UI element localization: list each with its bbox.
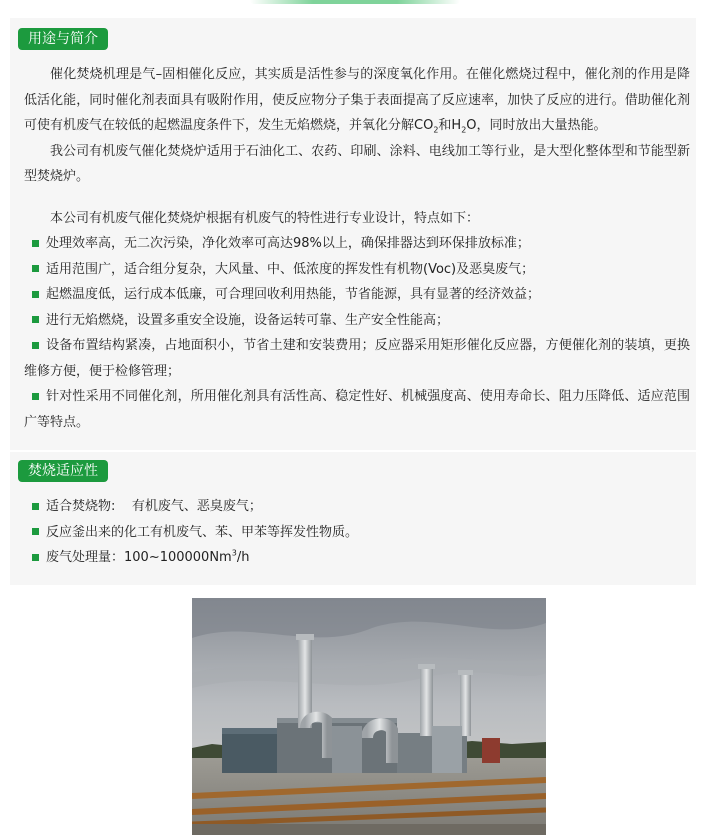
bullet-square-icon	[32, 554, 39, 561]
feature-item: 适用范围广，适合组分复杂，大风量、中、低浓度的挥发性有机物(Voc)及恶臭废气；	[24, 257, 690, 283]
applicability-item: 反应釜出来的化工有机废气、苯、甲苯等挥发性物质。	[24, 520, 690, 546]
bullet-square-icon	[32, 265, 39, 272]
bullet-square-icon	[32, 316, 39, 323]
feature-item: 起燃温度低，运行成本低廉，可合理回收利用热能，节省能源，具有显著的经济效益；	[24, 282, 690, 308]
bullet-square-icon	[32, 240, 39, 247]
intro-text	[24, 62, 690, 435]
applicability-section	[10, 452, 696, 585]
feature-item: 进行无焰燃烧，设置多重安全设施，设备运转可靠、生产安全性能高；	[24, 308, 690, 334]
section-tag-applicability: 焚烧适应性	[18, 460, 108, 482]
intro-paragraph-2: 我公司有机废气催化焚烧炉适用于石油化工、农药、印刷、涂料、电线加工等行业，是大型化整体型和节能型新型焚烧炉。	[24, 143, 690, 184]
bullet-square-icon	[32, 528, 39, 535]
bullet-square-icon	[32, 393, 39, 400]
feature-item: 针对性采用不同催化剂，所用催化剂具有活性高、稳定性好、机械强度高、使用寿命长、阻力压降低、适应范围广等特点。	[24, 389, 690, 430]
top-decorative-rule	[250, 0, 460, 4]
bullet-square-icon	[32, 291, 39, 298]
section-tag-intro: 用途与简介	[18, 28, 108, 50]
feature-item: 设备布置结构紧凑，占地面积小，节省土建和安装费用；反应器采用矩形催化反应器，方便催化剂的装填，更换维修方便，便于检修管理；	[24, 338, 690, 379]
bullet-square-icon	[32, 342, 39, 349]
incinerator-plant-photo	[192, 598, 546, 835]
feature-item: 处理效率高，无二次污染，净化效率可高达98%以上，确保排器达到环保排放标准；	[24, 231, 690, 257]
intro-paragraph-1: 催化焚烧机理是气–固相催化反应，其实质是活性参与的深度氧化作用。在催化燃烧过程中，催化剂的作用是降低活化能，同时催化剂表面具有吸附作用，使反应物分子集于表面提高了反应速率，加快了反应的进行。借助催化剂可使有机废气在较低的起燃温度条件下，发生无焰燃烧，并氧化分解$CO_2$和$H_2O$，同时放出大量热能。	[24, 67, 690, 135]
features-intro: 本公司有机废气催化焚烧炉根据有机废气的特性进行专业设计，特点如下：	[50, 210, 480, 226]
applicability-item: 废气处理量：100~100000Nm$^3$/h	[24, 545, 690, 571]
intro-section	[10, 18, 696, 450]
applicability-item: 适合焚烧物: 有机废气、恶臭废气；	[24, 494, 690, 520]
bullet-square-icon	[32, 503, 39, 510]
applicability-text	[24, 494, 690, 571]
